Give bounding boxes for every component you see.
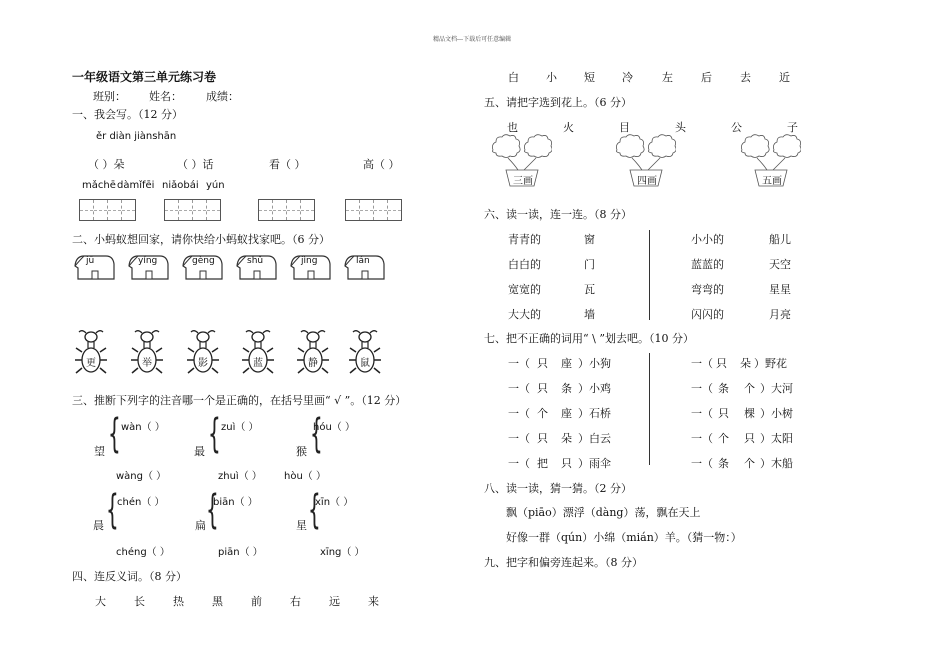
- ant[interactable]: [74, 330, 108, 376]
- measure-prefix: 一（: [691, 407, 713, 420]
- house-pinyin: jū: [86, 256, 95, 266]
- match-target[interactable]: 月亮: [769, 308, 791, 321]
- pot-label: 三画: [513, 176, 533, 187]
- match-word[interactable]: 青青的: [508, 233, 541, 246]
- antonym-word[interactable]: 白: [508, 71, 519, 84]
- measure-option-b[interactable]: 棵: [744, 407, 755, 420]
- char-bian: 扁: [195, 519, 206, 532]
- antonym-word[interactable]: 短: [584, 71, 595, 84]
- page-title: 一年级语文第三单元练习卷: [72, 70, 217, 84]
- antonym-word[interactable]: 来: [368, 595, 379, 608]
- char-xing: 星: [296, 519, 307, 532]
- section-4-heading: 四、连反义词。（8 分）: [72, 570, 187, 583]
- section-9-heading: 九、把字和偏旁连起来。（8 分）: [484, 556, 643, 569]
- antonym-word[interactable]: 小: [546, 71, 557, 84]
- antonym-word[interactable]: 远: [329, 595, 340, 608]
- s1-blank-1: （ ）朵: [88, 158, 125, 171]
- flower-char[interactable]: 头: [675, 121, 686, 134]
- measure-noun: ）白云: [578, 432, 611, 445]
- brace-icon: {: [206, 487, 219, 533]
- riddle-line-1: 飘（piāo）漂浮（dàng）荡，飘在天上: [506, 506, 701, 519]
- section-8-heading: 八、读一读，猜一猜。（2 分）: [484, 482, 632, 495]
- flower-pot[interactable]: [739, 134, 801, 194]
- ant[interactable]: [130, 330, 164, 376]
- match-target[interactable]: 瓦: [584, 283, 595, 296]
- pinyin-option-top[interactable]: xīn（ ）: [315, 497, 354, 508]
- s1-blank-4: 高（ ）: [363, 158, 400, 171]
- ant-char: 静: [308, 358, 318, 369]
- measure-prefix: 一（: [508, 357, 530, 370]
- writing-grid[interactable]: [258, 199, 315, 221]
- ant-icon: [241, 330, 275, 376]
- match-target[interactable]: 墙: [584, 308, 595, 321]
- ant-icon: [296, 330, 330, 376]
- measure-noun: ）太阳: [760, 432, 793, 445]
- antonym-word[interactable]: 近: [779, 71, 790, 84]
- measure-option-b[interactable]: 个: [744, 382, 755, 395]
- s1-pinyin-word-1: mǎchē: [82, 180, 116, 191]
- ant-icon: [348, 330, 382, 376]
- section-1-heading: 一、我会写。（12 分）: [72, 108, 183, 121]
- flower-pot[interactable]: [490, 134, 552, 194]
- measure-option-b[interactable]: 座: [561, 407, 572, 420]
- pinyin-option-top[interactable]: hóu（ ）: [313, 422, 355, 433]
- house-pinyin: yíng: [138, 256, 158, 266]
- measure-prefix: 一（: [691, 357, 713, 370]
- section-2-heading: 二、小蚂蚁想回家，请你快给小蚂蚁找家吧。（6 分）: [72, 233, 330, 246]
- measure-prefix: 一（: [508, 407, 530, 420]
- ant-char: 更: [86, 358, 96, 369]
- match-target[interactable]: 天空: [769, 258, 791, 271]
- section-1-pinyin: ěr diàn jiànshān: [96, 131, 177, 142]
- flower-char[interactable]: 火: [563, 121, 574, 134]
- ant-char: 鼠: [360, 358, 370, 369]
- char-hou: 猴: [296, 445, 307, 458]
- measure-noun: ）小树: [760, 407, 793, 420]
- section-7-heading: 七、把不正确的词用“ \ ”划去吧。（10 分）: [484, 332, 694, 345]
- divider: [649, 230, 650, 320]
- measure-option-a[interactable]: 只: [537, 357, 548, 370]
- match-word[interactable]: 宽宽的: [508, 283, 541, 296]
- ant-char: 蓝: [253, 358, 263, 369]
- measure-option-b[interactable]: 座: [561, 357, 572, 370]
- measure-prefix: 一（: [691, 432, 713, 445]
- measure-noun: ）木船: [760, 457, 793, 470]
- flower-char[interactable]: 也: [507, 121, 518, 134]
- match-target[interactable]: 船儿: [769, 233, 791, 246]
- antonym-word[interactable]: 后: [701, 71, 712, 84]
- brace-icon: {: [308, 487, 321, 533]
- brace-icon: {: [106, 487, 119, 533]
- char-wang: 望: [94, 445, 105, 458]
- s1-blank-3: 看（ ）: [269, 158, 306, 171]
- ant[interactable]: [296, 330, 330, 376]
- house[interactable]: [126, 252, 170, 282]
- antonym-word[interactable]: 黑: [212, 595, 223, 608]
- antonym-word[interactable]: 左: [662, 71, 673, 84]
- section-5-heading: 五、请把字选到花上。（6 分）: [484, 96, 632, 109]
- house[interactable]: [72, 252, 116, 282]
- pinyin-option-bottom[interactable]: hòu（ ）: [284, 471, 326, 482]
- pot-label: 五画: [762, 176, 782, 187]
- ant-icon: [74, 330, 108, 376]
- s1-pinyin-word-3: niǎobái: [162, 180, 199, 191]
- match-word[interactable]: 闪闪的: [691, 308, 724, 321]
- match-word[interactable]: 弯弯的: [691, 283, 724, 296]
- measure-option-a[interactable]: 条: [718, 382, 729, 395]
- writing-grid[interactable]: [164, 199, 221, 221]
- section-3-heading: 三、推断下列字的注音哪一个是正确的，在括号里画“ √ ”。（12 分）: [72, 394, 407, 407]
- s1-blank-2: （ ）话: [177, 158, 214, 171]
- house[interactable]: [288, 252, 332, 282]
- match-target[interactable]: 门: [584, 258, 595, 271]
- measure-option-a[interactable]: 只: [716, 357, 727, 370]
- measure-option-a[interactable]: 只: [537, 382, 548, 395]
- page-header: 精品文档---下载后可任意编辑: [433, 36, 512, 43]
- brace-icon: {: [310, 411, 323, 457]
- pot-label: 四画: [637, 176, 657, 187]
- antonym-word[interactable]: 去: [740, 71, 751, 84]
- house[interactable]: [180, 252, 224, 282]
- section-6-heading: 六、读一读，连一连。（8 分）: [484, 208, 632, 221]
- ant-char: 举: [142, 358, 152, 369]
- pinyin-option-top[interactable]: biān（ ）: [213, 497, 258, 508]
- measure-noun: ）石桥: [578, 407, 611, 420]
- house-pinyin: lán: [356, 256, 370, 266]
- name-label: 姓名：: [149, 90, 182, 103]
- pinyin-option-bottom[interactable]: piān（ ）: [218, 547, 263, 558]
- flower-char[interactable]: 公: [731, 121, 742, 134]
- pinyin-option-top[interactable]: zuì（ ）: [221, 422, 259, 433]
- measure-prefix: 一（: [691, 382, 713, 395]
- match-target[interactable]: 窗: [584, 233, 595, 246]
- ant-icon: [186, 330, 220, 376]
- measure-option-a[interactable]: 只: [537, 432, 548, 445]
- pinyin-option-bottom[interactable]: wàng（ ）: [116, 471, 167, 482]
- measure-option-b[interactable]: 朵: [561, 432, 572, 445]
- match-word[interactable]: 蓝蓝的: [691, 258, 724, 271]
- measure-option-b[interactable]: 朵: [740, 357, 751, 370]
- measure-prefix: 一（: [508, 457, 530, 470]
- measure-prefix: 一（: [508, 432, 530, 445]
- pinyin-option-bottom[interactable]: zhuì（ ）: [218, 471, 262, 482]
- measure-noun: ）大河: [760, 382, 793, 395]
- ant-char: 影: [198, 358, 208, 369]
- match-target[interactable]: 星星: [769, 283, 791, 296]
- measure-option-a[interactable]: 个: [718, 432, 729, 445]
- house[interactable]: [342, 252, 386, 282]
- brace-icon: {: [208, 411, 221, 457]
- measure-option-b[interactable]: 只: [744, 432, 755, 445]
- s1-pinyin-word-2: dàmǐfēi: [117, 180, 155, 191]
- flower-char[interactable]: 子: [787, 121, 798, 134]
- char-zui: 最: [194, 445, 205, 458]
- ant[interactable]: [348, 330, 382, 376]
- flower-pot[interactable]: [614, 134, 676, 194]
- pinyin-option-bottom[interactable]: chéng（ ）: [116, 547, 170, 558]
- ant[interactable]: [186, 330, 220, 376]
- measure-option-b[interactable]: 只: [561, 457, 572, 470]
- match-word[interactable]: 白白的: [508, 258, 541, 271]
- divider: [649, 353, 650, 465]
- house-pinyin: shǔ: [247, 256, 264, 266]
- house-pinyin: jìng: [301, 256, 318, 266]
- antonym-word[interactable]: 长: [134, 595, 145, 608]
- house-pinyin: gèng: [192, 256, 215, 266]
- s1-pinyin-word-4: yún: [206, 180, 225, 191]
- riddle-line-2: 好像一群（qún）小绵（mián）羊。（猜一物：）: [506, 531, 742, 544]
- measure-prefix: 一（: [508, 382, 530, 395]
- measure-option-a[interactable]: 个: [537, 407, 548, 420]
- measure-option-a[interactable]: 只: [718, 407, 729, 420]
- match-word[interactable]: 小小的: [691, 233, 724, 246]
- pinyin-option-top[interactable]: chén（ ）: [117, 497, 165, 508]
- antonym-word[interactable]: 前: [251, 595, 262, 608]
- writing-grid[interactable]: [79, 199, 136, 221]
- measure-option-b[interactable]: 个: [744, 457, 755, 470]
- pinyin-option-bottom[interactable]: xīng（ ）: [320, 547, 365, 558]
- pinyin-option-top[interactable]: wàn（ ）: [121, 422, 165, 433]
- measure-noun: ）小鸡: [578, 382, 611, 395]
- char-chen: 晨: [93, 519, 104, 532]
- brace-icon: {: [108, 411, 121, 457]
- ant-icon: [130, 330, 164, 376]
- class-label: 班别：: [93, 90, 126, 103]
- measure-option-a[interactable]: 条: [718, 457, 729, 470]
- ant[interactable]: [241, 330, 275, 376]
- measure-noun: ）野花: [754, 357, 787, 370]
- house[interactable]: [234, 252, 278, 282]
- antonym-word[interactable]: 右: [290, 595, 301, 608]
- score-label: 成绩：: [206, 90, 239, 103]
- measure-option-a[interactable]: 把: [537, 457, 548, 470]
- antonym-word[interactable]: 大: [95, 595, 106, 608]
- measure-prefix: 一（: [691, 457, 713, 470]
- match-word[interactable]: 大大的: [508, 308, 541, 321]
- measure-option-b[interactable]: 条: [561, 382, 572, 395]
- writing-grid[interactable]: [345, 199, 402, 221]
- measure-noun: ）雨伞: [578, 457, 611, 470]
- antonym-word[interactable]: 冷: [622, 71, 633, 84]
- flower-char[interactable]: 目: [619, 121, 630, 134]
- measure-noun: ）小狗: [578, 357, 611, 370]
- antonym-word[interactable]: 热: [173, 595, 184, 608]
